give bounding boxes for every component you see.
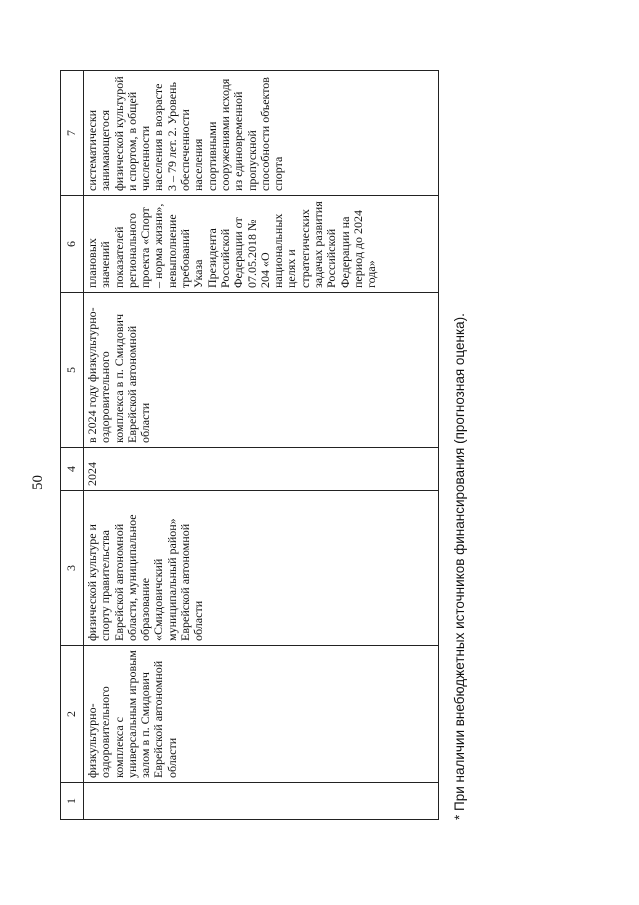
rotated-page [10, 10, 610, 890]
cell-number [84, 783, 439, 820]
cell-year: 2024 [84, 448, 439, 491]
header-cell-3: 3 [61, 491, 84, 646]
table-row [84, 71, 439, 820]
header-cell-4: 4 [61, 448, 84, 491]
header-cell-2: 2 [61, 646, 84, 783]
header-cell-5: 5 [61, 293, 84, 448]
cell-result: в 2024 году физкультурно-оздоровительного комплекса в п. Смидович Еврейской автономной области [84, 293, 439, 448]
cell-object-name: физкультурно-оздоровительного комплекса с универсальным игровым залом в п. Смидович Еврейской автономной области [84, 646, 439, 783]
header-cell-7: 7 [61, 71, 84, 196]
header-cell-6: 6 [61, 196, 84, 293]
cell-indicators: систематически занимающегося физической культурой и спортом, в общей численности населения в возрасте 3 – 79 лет. 2. Уровень обеспеченности населения спортивными сооружениями исходя из единовременной пропускной способности объектов спорта [84, 71, 439, 196]
cell-responsible: физической культуре и спорту правительства Еврейской автономной области, муниципальное образование «Смидовичский муниципальный район» Еврейской автономной области [84, 491, 439, 646]
footnote: * При наличии внебюджетных источников финансирования (прогнозная оценка). [452, 313, 467, 820]
page-number: 50 [30, 475, 46, 490]
cell-risks: плановых значений показателей регионального проекта «Спорт – норма жизни», невыполнение требований Указа Президента Российской Федерации от 07.05.2018 № 204 «О национальных целях и стратегических задачах развития Российской Федерации на период до 2024 года» [84, 196, 439, 293]
header-cell-1: 1 [61, 783, 84, 820]
table-header-row [61, 71, 84, 820]
measures-table [60, 70, 439, 820]
